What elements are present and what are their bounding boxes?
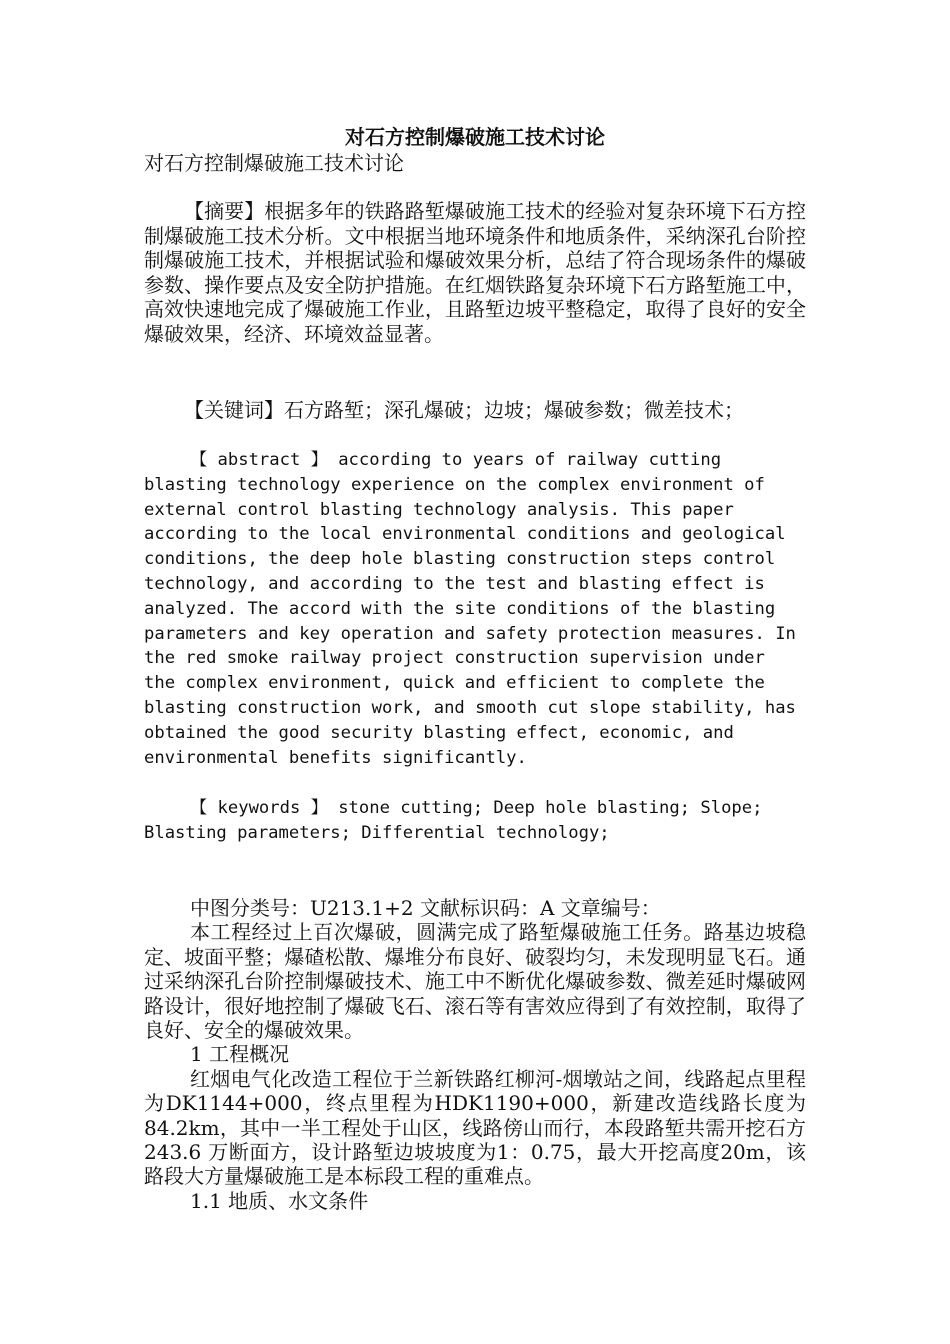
abstract-english: 【 abstract 】 according to years of railway cutting blasting technology experience on the complex environment of external control blasting technology analysis. This paper according to the local environmental conditions and geological conditions, the deep hole blasting construction steps control technology, and according to the test and blasting effect is analyzed. The accord with the site conditions of the blasting parameters and key operation and safety protection measures. In the red smoke railway project construction supervision under the complex environment, quick and efficient to complete the blasting construction work, and smooth cut slope stability, has obtained the good security blasting effect, economic, and environmental benefits significantly. — [144, 450, 796, 768]
section-1-paragraph: 红烟电气化改造工程位于兰新铁路红柳河-烟墩站之间，线路起点里程为DK1144+000，终点里程为HDK1190+000，新建改造线路长度为84.2km，其中一半工程处于山区，线路傍山而行，本段路堑共需开挖石方243.6 万断面方，设计路堑边坡坡度为1：0.75，最大开挖高度20m，该路段大方量爆破施工是本标段工程的重难点。 — [144, 1066, 806, 1189]
abstract-chinese: 【摘要】根据多年的铁路路堑爆破施工技术的经验对复杂环境下石方控制爆破施工技术分析。文中根据当地环境条件和地质条件，采纳深孔台阶控制爆破施工技术，并根据试验和爆破效果分析，总结了符合现场条件的爆破参数、操作要点及安全防护措施。在红烟铁路复杂环境下石方路堑施工中，高效快速地完成了爆破施工作业，且路堑边坡平整稳定，取得了良好的安全爆破效果，经济、环境效益显著。 — [144, 199, 806, 346]
keywords-chinese: 【关键词】石方路堑；深孔爆破；边坡；爆破参数；微差技术； — [184, 398, 744, 422]
document-title: 对石方控制爆破施工技术讨论 — [345, 125, 605, 149]
keywords-english: 【 keywords 】 stone cutting; Deep hole blasting; Slope; Blasting parameters; Differential technology; — [144, 798, 763, 843]
document-subtitle: 对石方控制爆破施工技术讨论 — [144, 151, 404, 175]
intro-paragraph: 本工程经过上百次爆破，圆满完成了路堑爆破施工任务。路基边坡稳定、坡面平整；爆碴松散、爆堆分布良好、破裂均匀，未发现明显飞石。通过采纳深孔台阶控制爆破技术、施工中不断优化爆破参数、微差延时爆破网路设计，很好地控制了爆破飞石、滚石等有害效应得到了有效控制，取得了良好、安全的爆破效果。 — [144, 920, 806, 1043]
section-1-1-heading: 1.1 地质、水文条件 — [190, 1188, 369, 1213]
section-1-heading: 1 工程概况 — [190, 1042, 290, 1067]
classification-line: 中图分类号：U213.1+2 文献标识码：A 文章编号： — [190, 896, 661, 920]
document-body — [144, 896, 806, 1213]
